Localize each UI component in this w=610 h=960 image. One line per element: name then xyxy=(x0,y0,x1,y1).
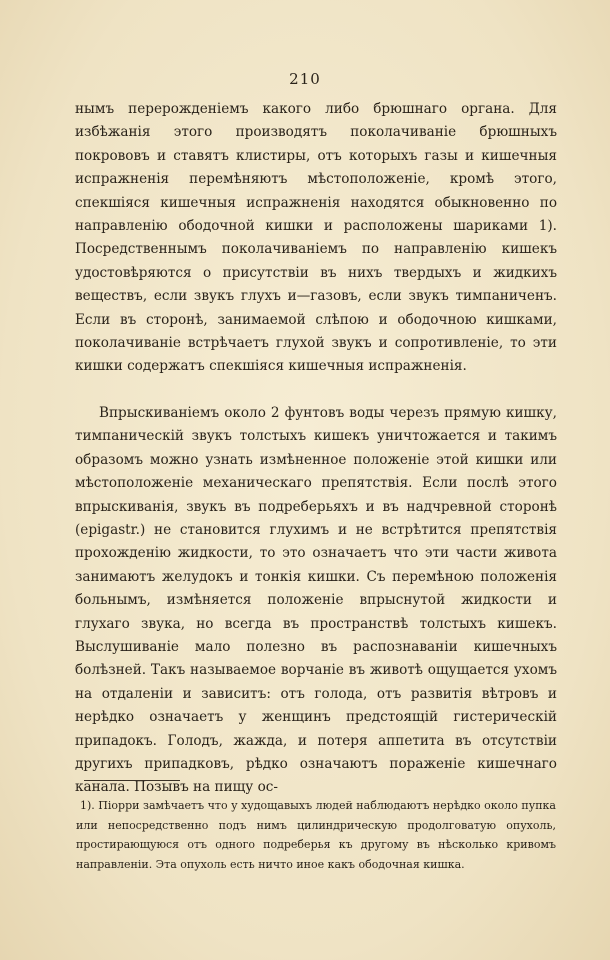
body-text xyxy=(75,98,557,800)
paragraph: Впрыскиваніемъ около 2 фунтовъ воды черезъ прямую кишку, тимпаническій звукъ толстыхъ кишекъ уничтожается и такимъ образомъ можно узнать измѣненное положеніе этой кишки или мѣстоположеніе механическаго препятствія. Если послѣ этого впрыскиванія, звукъ въ подреберьяхъ и въ надчревной сторонѣ (epigastr.) не становится глухимъ и не встрѣтится препятствія прохожденію жидкости, то это означаетъ что эти части живота занимаютъ желудокъ и тонкія кишки. Съ перемѣною положенія больнымъ, измѣняется положеніе впрыснутой жидкости и глухаго звука, но всегда въ пространствѣ толстыхъ кишекъ. Выслушиваніе мало полезно въ распознаваніи кишечныхъ болѣзней. Такъ называемое ворчаніе въ животѣ ощущается ухомъ на отдаленіи и зависитъ: отъ голода, отъ развитія вѣтровъ и нерѣдко означаетъ у женщинъ предстоящій гистерическій припадокъ. Голодъ, жажда, и потеря аппетита въ отсутствіи другихъ припадковъ, рѣдко означаютъ пораженіе кишечнаго канала. Позывъ на пищу ос- xyxy=(75,404,557,796)
footnote: 1). Піорри замѣчаетъ что у худощавыхъ людей наблюдаютъ нерѣдко около пупка или непосредственно подъ нимъ цилиндрическую продолговатую опухоль, простирающуюся отъ одного подреберья къ другому въ нѣсколько кривомъ направленіи. Эта опухоль есть ничто иное какъ ободочная кишка. xyxy=(76,799,556,871)
page-number: 210 xyxy=(289,70,321,88)
paragraph: нымъ перерожденіемъ какого либо брюшнаго органа. Для избѣжанія этого производятъ поколачиваніе брюшныхъ покрововъ и ставятъ клистиры, отъ которыхъ газы и кишечныя испражненія перемѣняютъ мѣстоположеніе, кромѣ этого, спекшіяся кишечныя испражненія находятся обыкновенно по направленію ободочной кишки и расположены шариками 1). Посредственнымъ поколачиваніемъ по направленію кишекъ удостовѣряются о присутствіи въ нихъ твердыхъ и жидкихъ веществъ, если звукъ глухъ и—газовъ, если звукъ тимпаниченъ. Если въ сторонѣ, занимаемой слѣпою и ободочною кишками, поколачиваніе встрѣчаетъ глухой звукъ и сопротивленіе, то эти кишки содержатъ спекшіяся кишечныя испражненія. xyxy=(75,101,557,375)
footnote-divider xyxy=(84,780,180,781)
